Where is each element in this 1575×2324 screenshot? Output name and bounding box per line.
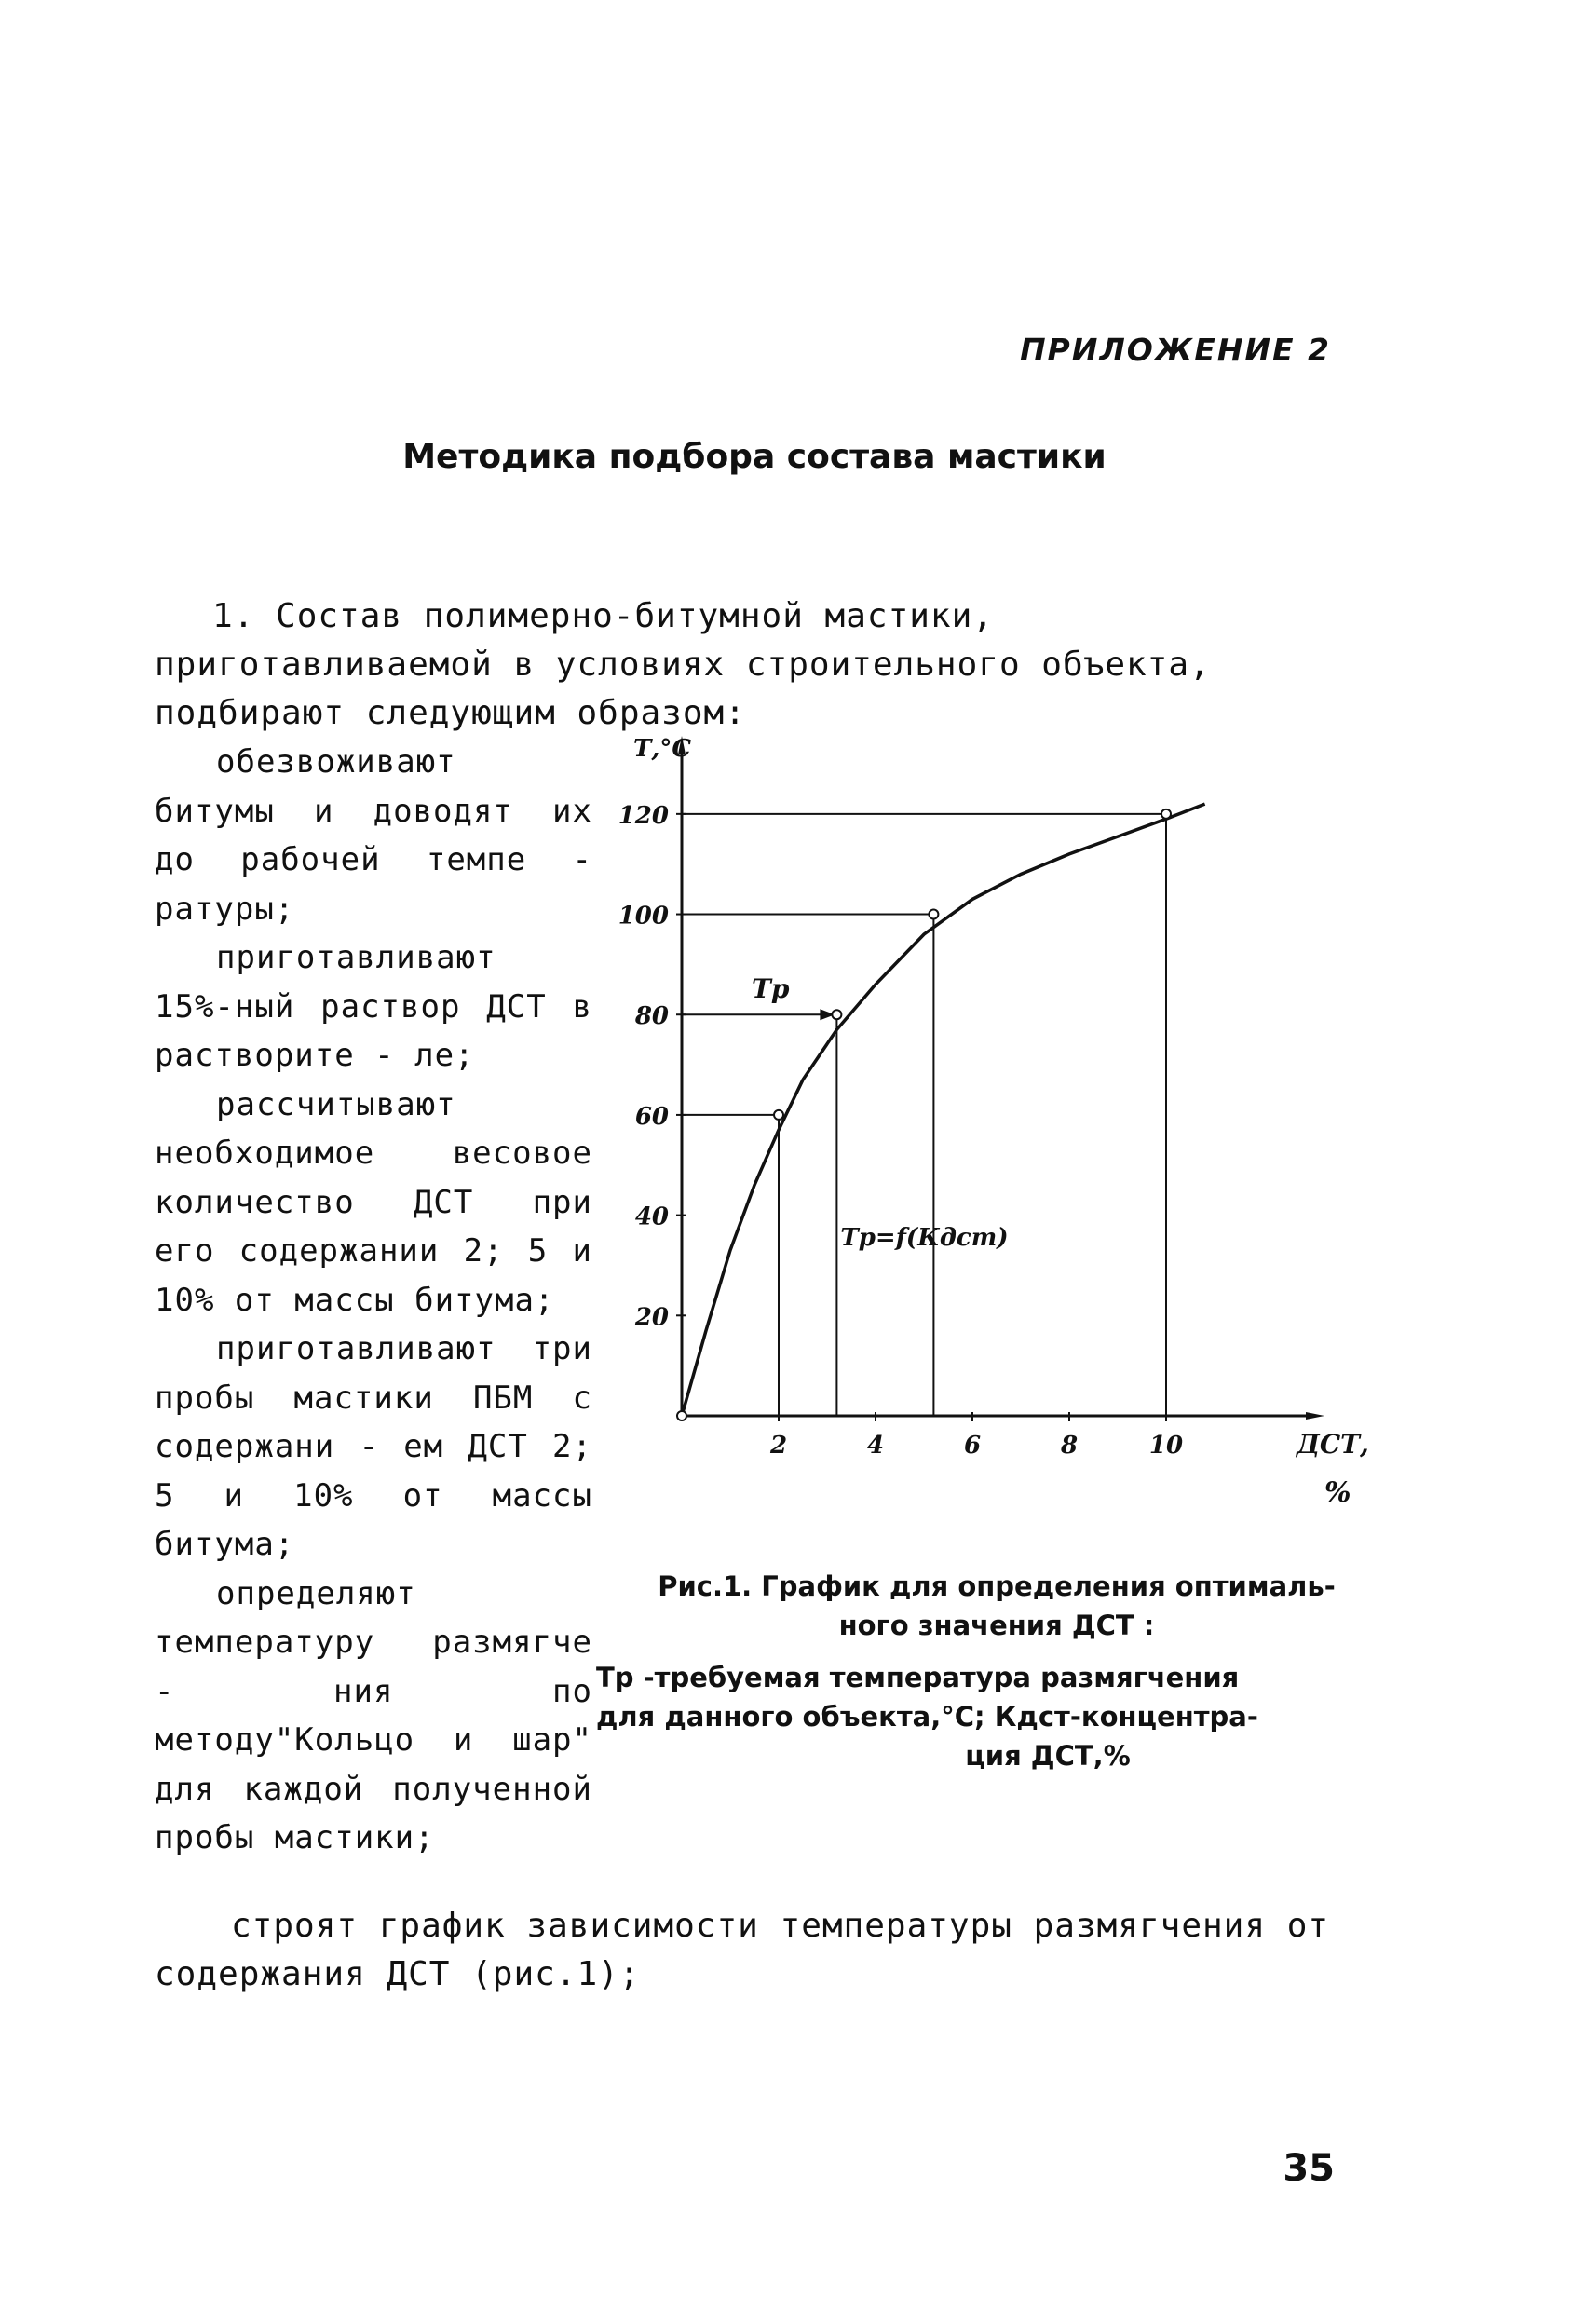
x-tick-label: 6 — [963, 1432, 982, 1460]
final-step: строят график зависимости температуры размягчения от содержания ДСТ (рис.1); — [155, 1907, 1330, 1993]
data-point — [1161, 809, 1171, 819]
data-point — [929, 910, 938, 919]
page-title: Методика подбора состава мастики — [402, 438, 1107, 476]
x-tick-label: 10 — [1148, 1432, 1184, 1460]
chart-svg — [596, 722, 1378, 1542]
x-axis-arrow — [1306, 1412, 1324, 1420]
steps-column — [155, 738, 592, 1863]
softening-temperature-chart — [596, 722, 1378, 1542]
x-tick-label: 4 — [866, 1432, 885, 1460]
caption-line: Рис.1. График для определения оптималь- — [658, 1570, 1336, 1602]
data-point — [774, 1110, 783, 1120]
data-point — [677, 1411, 686, 1420]
y-axis-label: Т,°С — [633, 735, 692, 763]
x-tick-label: 8 — [1060, 1432, 1079, 1460]
y-tick-label: 120 — [618, 801, 669, 830]
x-axis-unit-label: % — [1324, 1476, 1351, 1509]
y-tick-label: 40 — [634, 1203, 669, 1231]
caption-line: ного значения ДСТ : — [838, 1610, 1155, 1641]
series-line — [682, 804, 1205, 1416]
data-point — [832, 1010, 841, 1019]
y-tick-label: 80 — [634, 1002, 669, 1031]
intro-paragraph: 1. Состав полимерно-битумной мастики, приготавливаемой в условиях строительного объекта, подбирают следующим образом: — [155, 597, 1211, 732]
step-item: рассчитывают необходимое весовое количество ДСТ при его содержании 2; 5 и 10% от массы битума; — [155, 1085, 592, 1319]
y-tick-label: 60 — [634, 1102, 669, 1131]
legend-line: Тр -требуемая температура размягчения — [596, 1662, 1240, 1693]
final-step-paragraph — [155, 1902, 1356, 1999]
page-number: 35 — [1283, 2147, 1335, 2190]
legend-line: ция ДСТ,% — [965, 1740, 1131, 1772]
step-item: обезвоживают битумы и доводят их до рабочей темпе - ратуры; — [155, 743, 592, 928]
figure-legend — [596, 1658, 1388, 1775]
appendix-heading: ПРИЛОЖЕНИЕ 2 — [1019, 332, 1331, 368]
arrow-label: Тр — [752, 973, 790, 1005]
y-tick-label: 20 — [634, 1303, 669, 1332]
curve-label: Тр=f(Кдст) — [840, 1223, 1009, 1252]
x-axis-label: ДСТ, — [1297, 1429, 1369, 1460]
step-item: приготавливают 15%-ный раствор ДСТ в растворите - ле; — [155, 939, 592, 1074]
x-tick-label: 2 — [769, 1432, 788, 1460]
legend-line: для данного объекта,°С; Кдст-концентра- — [596, 1701, 1258, 1733]
step-item: определяют температуру размягче - ния по методу"Кольцо и шар" для каждой полученной пробы мастики; — [155, 1574, 592, 1856]
step-item: приготавливают три пробы мастики ПБМ с содержани - ем ДСТ 2; 5 и 10% от массы битума; — [155, 1330, 592, 1563]
y-tick-label: 100 — [618, 902, 669, 931]
figure-caption — [605, 1567, 1388, 1645]
